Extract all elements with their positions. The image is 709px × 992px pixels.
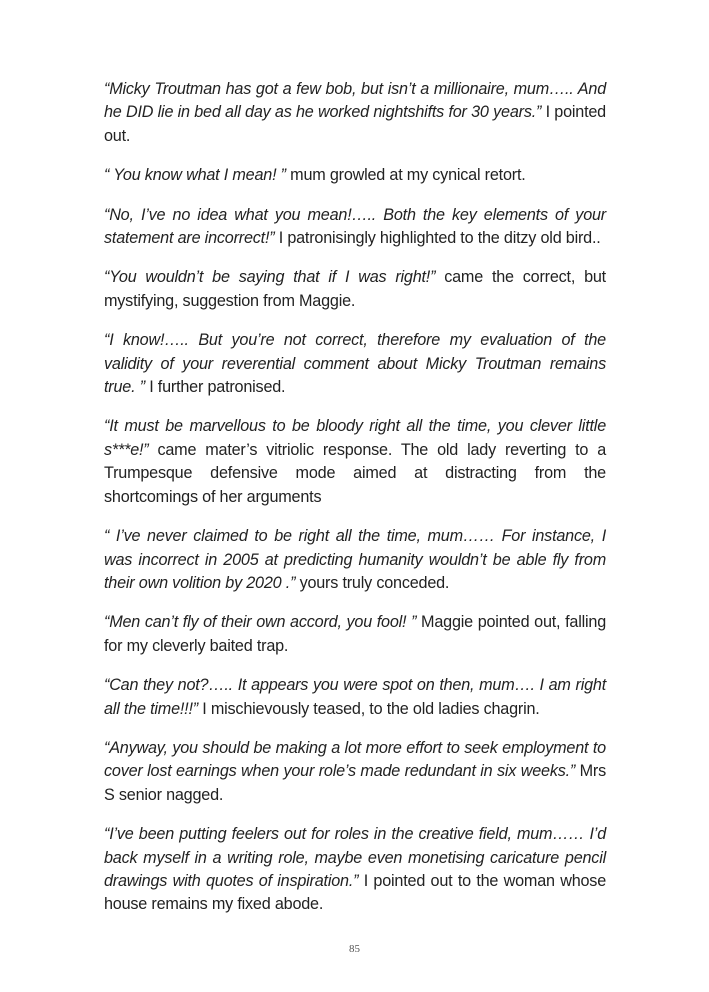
- narration: mum growled at my cynical retort.: [285, 166, 526, 185]
- narration: I pointed out to the woman whose house remains my fixed abode.: [104, 871, 607, 914]
- narration: Mrs S senior nagged.: [104, 762, 606, 804]
- paragraph-9: [104, 674, 606, 721]
- narration: yours truly conceded.: [295, 573, 450, 592]
- body-text: [104, 78, 606, 933]
- narration: I mischievously teased, to the old ladies chagrin.: [197, 699, 540, 718]
- dialogue: “ I’ve never claimed to be right all the time, mum…… For instance, I was incorrect in 2005 at predicting humanity wouldn’t be able fly from their own volition by 2020 .”: [104, 527, 606, 592]
- paragraph-7: [104, 525, 606, 595]
- page-number: 85: [349, 943, 360, 955]
- paragraph-1: [104, 78, 606, 148]
- paragraph-3: [104, 204, 606, 251]
- paragraph-6: [104, 415, 606, 509]
- narration: I further patronised.: [144, 378, 286, 397]
- dialogue: “Can they not?….. It appears you were spot on then, mum…. I am right all the time!!!”: [104, 676, 606, 718]
- narration: came mater’s vitriolic response. The old lady reverting to a Trumpesque defensive mode aimed at distracting from the shortcomings of her arguments: [104, 440, 606, 506]
- paragraph-5: [104, 329, 606, 399]
- dialogue: “You wouldn’t be saying that if I was right!”: [104, 268, 436, 287]
- narration: I pointed out.: [104, 103, 606, 145]
- paragraph-4: [104, 266, 606, 313]
- dialogue: “It must be marvellous to be bloody right all the time, you clever little s***e!”: [104, 417, 606, 459]
- paragraph-11: [104, 823, 606, 917]
- dialogue: “No, I’ve no idea what you mean!….. Both the key elements of your statement are incorrect!”: [104, 205, 606, 248]
- dialogue: “I know!….. But you’re not correct, therefore my evaluation of the validity of your reverential comment about Micky Troutman remains true. ”: [104, 331, 606, 397]
- dialogue: “I’ve been putting feelers out for roles in the creative field, mum…… I’d back myself in a writing role, maybe even monetising caricature pencil drawings with quotes of inspiration.”: [104, 825, 606, 890]
- paragraph-10: [104, 737, 606, 807]
- dialogue: “ You know what I mean! ”: [104, 166, 286, 185]
- paragraph-8: [104, 611, 606, 658]
- narration: Maggie pointed out, falling for my cleverly baited trap.: [104, 613, 606, 655]
- narration: came the correct, but mystifying, suggestion from Maggie.: [104, 268, 606, 310]
- narration: I patronisingly highlighted to the ditzy old bird..: [274, 229, 601, 248]
- paragraph-2: [104, 164, 606, 187]
- dialogue: “Micky Troutman has got a few bob, but isn’t a millionaire, mum….. And he DID lie in bed all day as he worked nightshifts for 30 years.”: [104, 80, 606, 122]
- dialogue: “Men can’t fly of their own accord, you fool! ”: [104, 613, 417, 632]
- dialogue: “Anyway, you should be making a lot more effort to seek employment to cover lost earnings when your role’s made redundant in six weeks.”: [104, 738, 606, 781]
